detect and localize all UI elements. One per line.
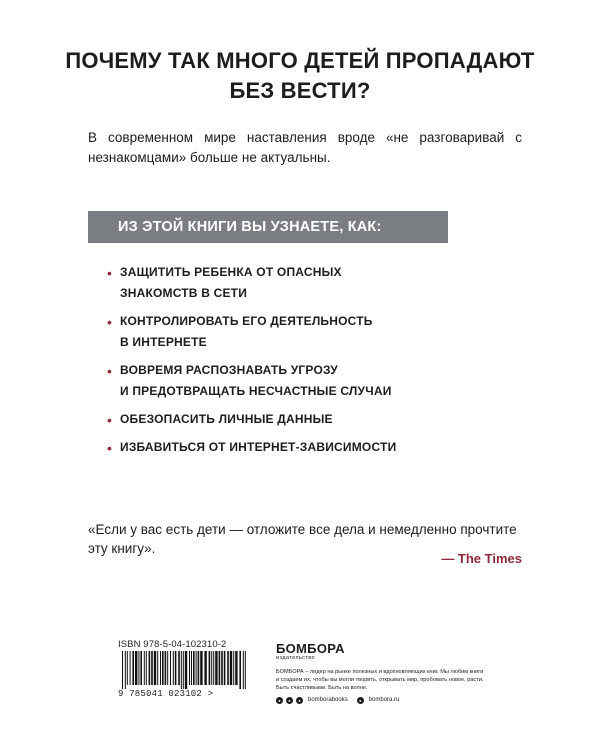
isbn-label: ISBN 978-5-04-102310-2	[118, 639, 227, 650]
bullet-list	[107, 262, 440, 465]
barcode-image	[118, 651, 253, 689]
publisher-logo: БОМБОРА	[276, 641, 345, 656]
publisher-block	[276, 642, 486, 704]
review-quote: «Если у вас есть дети — отложите все дела и немедленно прочтите эту книгу».	[88, 522, 517, 556]
headline	[40, 46, 560, 106]
social-icon-2: ●	[286, 697, 293, 704]
quote-attribution: — The Times	[441, 551, 522, 566]
bullet-text: ВОВРЕМЯ РАСПОЗНАВАТЬ УГРОЗУ И ПРЕДОТВРАЩАТЬ НЕСЧАСТНЫЕ СЛУЧАИ	[120, 363, 392, 398]
barcode-block	[118, 640, 253, 700]
bullet-text: КОНТРОЛИРОВАТЬ ЕГО ДЕЯТЕЛЬНОСТЬ В ИНТЕРНЕТЕ	[120, 314, 373, 349]
headline-line-2: БЕЗ ВЕСТИ?	[229, 78, 371, 103]
globe-icon: ●	[357, 697, 364, 704]
publisher-description: БОМБОРА – лидер на рынке полезных и вдохновляющих книг. Мы любим книги и создаем их, чтобы вы могли творить, открывать мир, пробовать новое, расти. Быть счастливыми. Быть на волне.	[276, 669, 484, 691]
section-banner: ИЗ ЭТОЙ КНИГИ ВЫ УЗНАЕТЕ, КАК:	[88, 211, 448, 243]
bullet-text: ОБЕЗОПАСИТЬ ЛИЧНЫЕ ДАННЫЕ	[120, 412, 333, 426]
bullet-item	[107, 437, 440, 458]
bullet-item	[107, 360, 440, 402]
publisher-subtitle: издательство	[276, 655, 316, 661]
bullet-marker: •	[107, 265, 112, 281]
bullet-marker: •	[107, 440, 112, 456]
barcode-digits: 9 785041 023102 >	[118, 689, 214, 699]
social-icon-1: ●	[276, 697, 283, 704]
bullet-marker: •	[107, 363, 112, 379]
bullet-item	[107, 311, 440, 353]
bullet-marker: •	[107, 412, 112, 428]
social-handle: bomborabooks	[308, 697, 348, 703]
bullet-text: ИЗБАВИТЬСЯ ОТ ИНТЕРНЕТ-ЗАВИСИМОСТИ	[120, 440, 397, 454]
bullet-item	[107, 409, 440, 430]
bullet-item	[107, 262, 440, 304]
headline-line-1: ПОЧЕМУ ТАК МНОГО ДЕТЕЙ ПРОПАДАЮТ	[65, 48, 535, 73]
intro-paragraph: В современном мире наставления вроде «не разговаривай с незнакомцами» больше не актуальны.	[88, 130, 522, 165]
publisher-links	[276, 696, 486, 704]
website-link: bombora.ru	[368, 697, 400, 703]
bullet-text: ЗАЩИТИТЬ РЕБЕНКА ОТ ОПАСНЫХ ЗНАКОМСТВ В СЕТИ	[120, 265, 342, 300]
bullet-marker: •	[107, 314, 112, 330]
social-icon-3: ●	[296, 697, 303, 704]
